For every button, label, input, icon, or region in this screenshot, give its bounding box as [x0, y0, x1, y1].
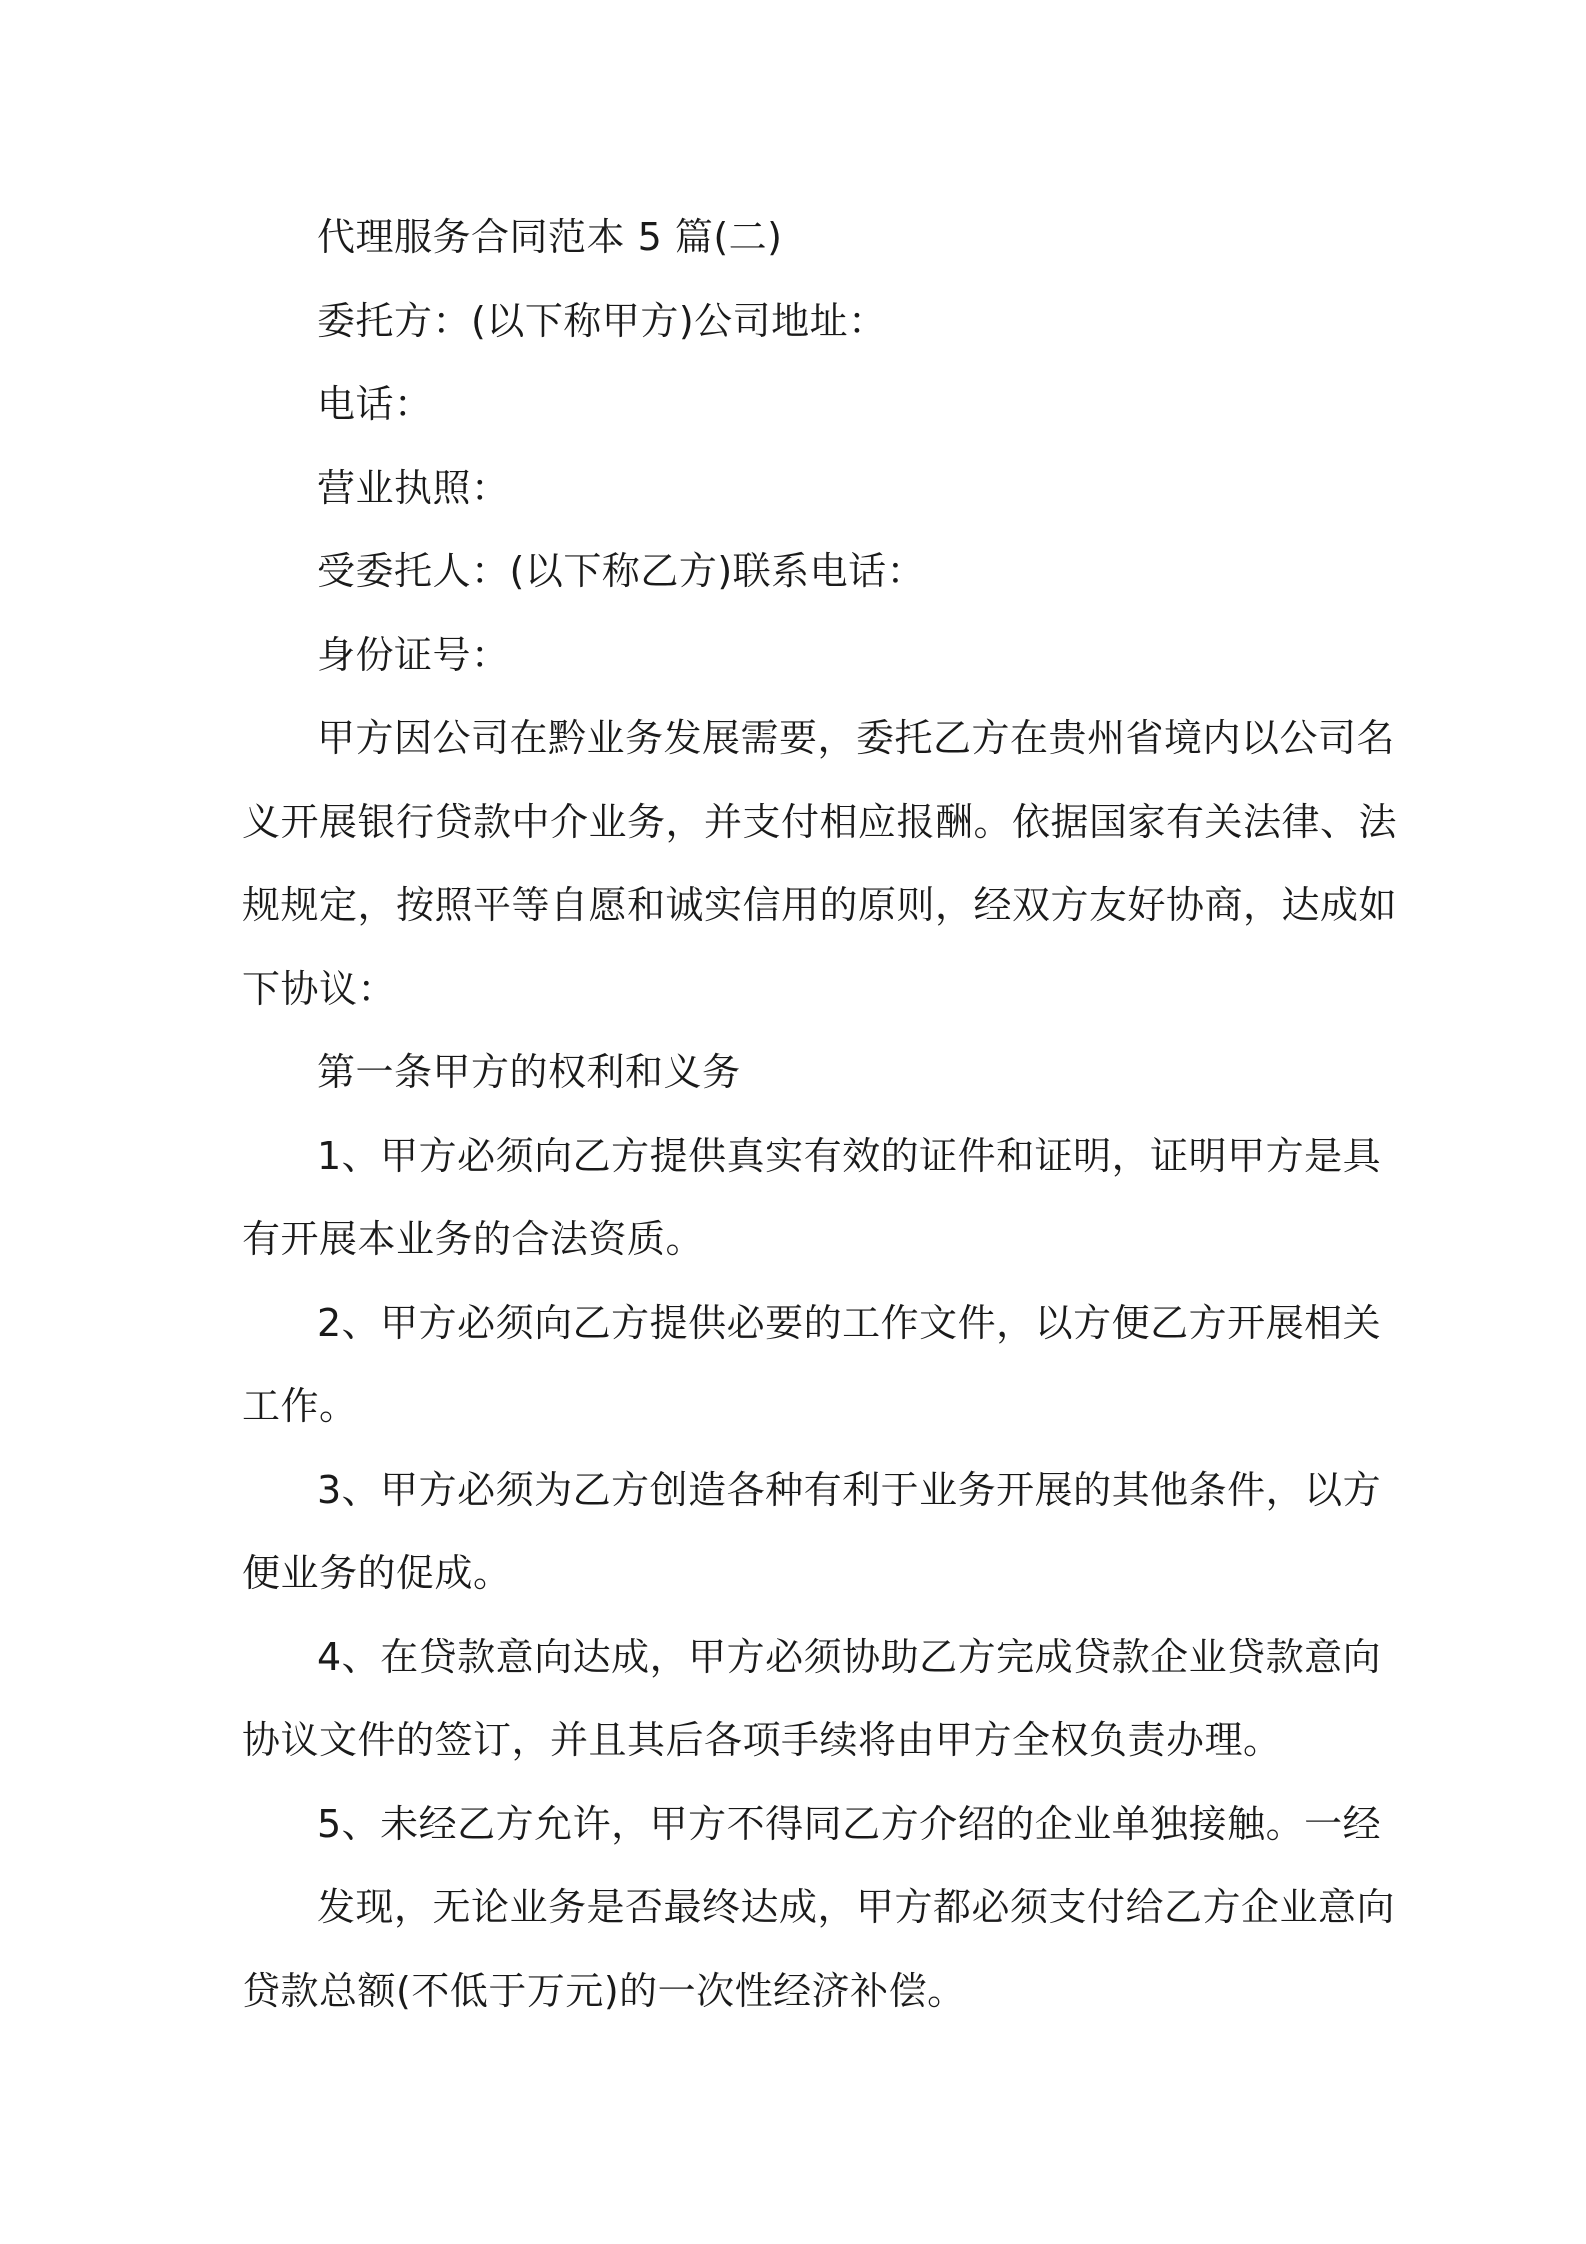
clause-line: 发现，无论业务是否最终达成，甲方都必须支付给乙方企业意向	[317, 1885, 1396, 1929]
field-client-address: 委托方：(以下称甲方)公司地址：	[317, 298, 887, 343]
intro-line: 下协议：	[242, 966, 397, 1011]
clause-line: 1、甲方必须向乙方提供真实有效的证件和证明，证明甲方是具	[317, 1133, 1382, 1178]
clause-line: 2、甲方必须向乙方提供必要的工作文件，以方便乙方开展相关	[317, 1300, 1382, 1345]
clause-4	[242, 1616, 1382, 1783]
field-phone: 电话：	[317, 382, 433, 426]
clause-5	[242, 1783, 1396, 2034]
intro-paragraph	[242, 697, 1398, 1031]
clause-line: 5、未经乙方允许，甲方不得同乙方介绍的企业单独接触。一经	[317, 1801, 1382, 1846]
intro-line: 规规定，按照平等自愿和诚实信用的原则，经双方友好协商，达成如	[242, 883, 1398, 927]
clause-line: 有开展本业务的合法资质。	[242, 1217, 705, 1261]
clause-1	[242, 1115, 1382, 1282]
clause-line: 协议文件的签订，并且其后各项手续将由甲方全权负责办理。	[242, 1718, 1282, 1762]
intro-line: 甲方因公司在黔业务发展需要，委托乙方在贵州省境内以公司名	[317, 716, 1396, 760]
clause-2	[242, 1282, 1382, 1449]
clause-3	[242, 1449, 1382, 1616]
clause-line: 工作。	[242, 1384, 358, 1428]
clause-line: 贷款总额(不低于万元)的一次性经济补偿。	[242, 1968, 966, 2013]
document-body	[242, 196, 1398, 2033]
document-title: 代理服务合同范本 5 篇(二)	[317, 215, 783, 259]
intro-line: 义开展银行贷款中介业务，并支付相应报酬。依据国家有关法律、法	[242, 799, 1398, 844]
field-agent-contact: 受委托人：(以下称乙方)联系电话：	[317, 549, 926, 593]
clause-line: 3、甲方必须为乙方创造各种有利于业务开展的其他条件，以方	[317, 1467, 1382, 1512]
clause-line: 4、在贷款意向达成，甲方必须协助乙方完成贷款企业贷款意向	[317, 1634, 1382, 1679]
field-id-number: 身份证号：	[317, 632, 510, 677]
clause-line: 便业务的促成。	[242, 1551, 512, 1595]
field-business-license: 营业执照：	[317, 465, 510, 510]
section-heading: 第一条甲方的权利和义务	[317, 1050, 741, 1094]
